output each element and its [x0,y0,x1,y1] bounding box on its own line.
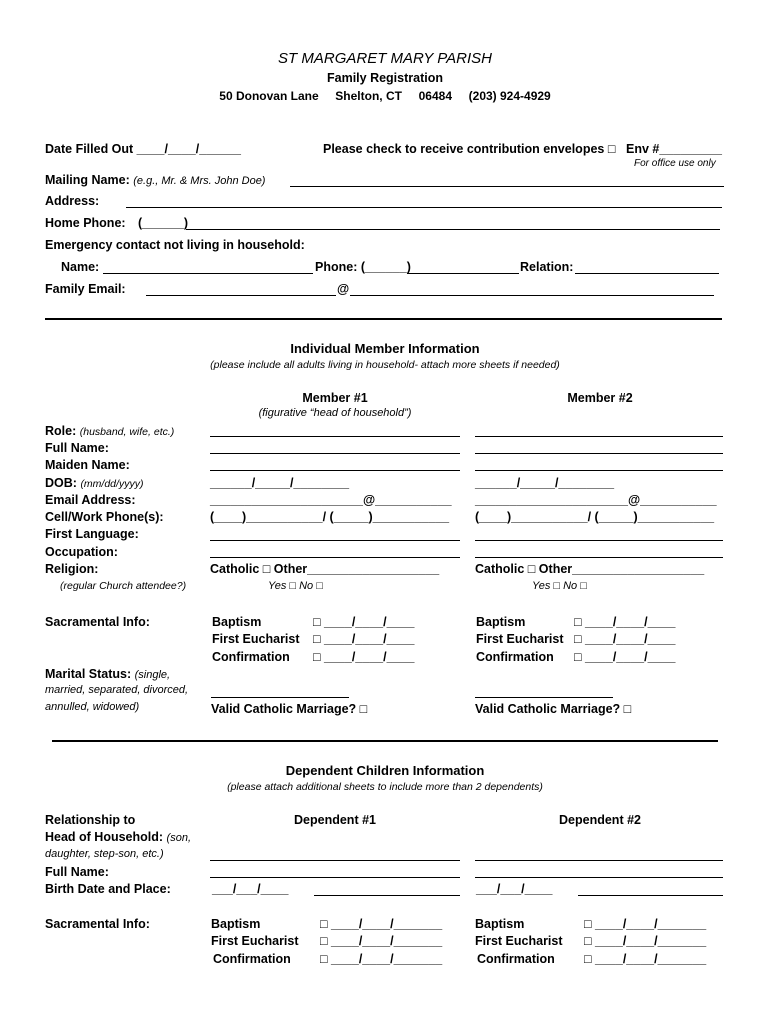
member1-baptism-label: Baptism [212,615,262,629]
member2-confirmation-label: Confirmation [476,650,554,664]
marital-hint-3: annulled, widowed) [45,701,140,713]
home-phone-field[interactable] [186,229,720,230]
marital-status-label: Marital Status: (single, [45,667,171,681]
member2-maiden-name-field[interactable] [475,470,723,471]
dependent2-full-name-field[interactable] [475,877,723,878]
member2-dob-field[interactable]: ______/_____/________ [475,476,615,490]
dependent2-eucharist-date[interactable]: □ ____/____/_______ [584,934,707,948]
emergency-label: Emergency contact not living in household: [45,238,305,252]
emergency-relation-label: Relation: [520,260,574,274]
address-field[interactable] [126,207,722,208]
member1-dob-field[interactable]: ______/_____/________ [210,476,350,490]
marital-hint-2: married, separated, divorced, [45,684,189,696]
member1-role-field[interactable] [210,436,460,437]
member2-language-field[interactable] [475,540,723,541]
member1-marital-field[interactable] [211,697,349,698]
parish-address: 50 Donovan Lane Shelton, CT 06484 (203) 924-4929 [219,89,551,103]
dob-hint: (mm/dd/yyyy) [80,478,144,490]
member2-role-field[interactable] [475,436,723,437]
cell-phone-label: Cell/Work Phone(s): [45,510,164,524]
emergency-relation-field[interactable] [575,273,719,274]
member1-phone-field[interactable]: (____)___________/ (_____)___________ [210,510,450,524]
member2-email-field[interactable]: ______________________@___________ [475,493,717,507]
member1-religion-field[interactable]: Catholic □ Other___________________ [210,562,440,576]
office-use-note: For office use only [634,158,716,169]
members-note: (please include all adults living in household- attach more sheets if needed) [210,359,560,371]
regular-attendee-label: (regular Church attendee?) [60,580,187,592]
member-sacramental-label: Sacramental Info: [45,615,150,629]
occupation-label: Occupation: [45,545,118,559]
member1-baptism-date[interactable]: □ ____/____/____ [313,615,415,629]
role-hint: (husband, wife, etc.) [79,426,175,438]
parish-title: ST MARGARET MARY PARISH [278,50,492,67]
dependent1-heading: Dependent #1 [294,813,376,827]
home-phone-area[interactable]: (______) [138,216,189,230]
member2-baptism-date[interactable]: □ ____/____/____ [574,615,676,629]
member2-baptism-label: Baptism [476,615,526,629]
dependent2-birth-place-field[interactable] [578,895,723,896]
dependent1-full-name-field[interactable] [210,877,460,878]
member1-confirmation-label: Confirmation [212,650,290,664]
head-hint-2: daughter, step-son, etc.) [45,848,164,860]
member2-religion-field[interactable]: Catholic □ Other___________________ [475,562,705,576]
member2-heading: Member #2 [567,391,633,405]
head-hint: (son, [166,832,192,844]
envelope-number-field[interactable]: Env #_________ [626,142,722,156]
emergency-phone-label[interactable]: Phone: (______) [315,260,411,274]
family-email-label: Family Email: [45,282,126,296]
member2-occupation-field[interactable] [475,557,723,558]
mailing-name-label: Mailing Name: (e.g., Mr. & Mrs. John Doe) [45,173,266,187]
envelopes-checkbox[interactable]: Please check to receive contribution envelopes □ [323,142,616,156]
dependent1-baptism-date[interactable]: □ ____/____/_______ [320,917,443,931]
family-email-domain-field[interactable] [350,295,714,296]
section-divider-2 [52,740,718,742]
emergency-name-field[interactable] [103,273,313,274]
relationship-label: Relationship to [45,813,136,827]
mailing-name-hint: (e.g., Mr. & Mrs. John Doe) [133,175,266,187]
dependent2-birth-date-field[interactable]: ___/___/____ [476,882,553,896]
dependent1-eucharist-date[interactable]: □ ____/____/_______ [320,934,443,948]
dependent2-confirmation-label: Confirmation [477,952,555,966]
member1-eucharist-date[interactable]: □ ____/____/____ [313,632,415,646]
dependent1-eucharist-label: First Eucharist [211,934,299,948]
home-phone-label: Home Phone: [45,216,126,230]
members-heading: Individual Member Information [290,341,480,356]
member2-eucharist-date[interactable]: □ ____/____/____ [574,632,676,646]
dependent1-birth-date-field[interactable]: ___/___/____ [212,882,289,896]
dependent2-baptism-date[interactable]: □ ____/____/_______ [584,917,707,931]
dependent2-relationship-field[interactable] [475,860,723,861]
section-divider [45,318,722,320]
first-language-label: First Language: [45,527,139,541]
child-full-name-label: Full Name: [45,865,109,879]
email-label: Email Address: [45,493,136,507]
dob-label: DOB: (mm/dd/yyyy) [45,476,144,490]
role-label: Role: (husband, wife, etc.) [45,424,175,438]
member1-attendee-yes-no[interactable]: Yes □ No □ [268,580,323,592]
date-filled-field[interactable]: Date Filled Out ____/____/______ [45,142,241,156]
member2-marital-field[interactable] [475,697,613,698]
head-of-household-label: Head of Household: (son, [45,830,192,844]
marital-hint: (single, [134,669,171,681]
dependent1-baptism-label: Baptism [211,917,261,931]
dependent1-birth-place-field[interactable] [314,895,460,896]
member1-email-field[interactable]: ______________________@___________ [210,493,452,507]
dependent2-confirmation-date[interactable]: □ ____/____/_______ [584,952,707,966]
member2-phone-field[interactable]: (____)___________/ (_____)___________ [475,510,715,524]
member2-eucharist-label: First Eucharist [476,632,564,646]
member1-heading: Member #1 [302,391,368,405]
dependent1-relationship-field[interactable] [210,860,460,861]
member2-valid-marriage-checkbox[interactable]: Valid Catholic Marriage? □ [475,702,632,716]
member2-confirmation-date[interactable]: □ ____/____/____ [574,650,676,664]
form-subtitle: Family Registration [327,71,443,85]
at-sign: @ [337,282,350,296]
full-name-label: Full Name: [45,441,109,455]
children-note: (please attach additional sheets to include more than 2 dependents) [227,781,543,793]
dependent1-confirmation-label: Confirmation [213,952,291,966]
maiden-name-label: Maiden Name: [45,458,130,472]
dependent2-heading: Dependent #2 [559,813,641,827]
dependent1-confirmation-date[interactable]: □ ____/____/_______ [320,952,443,966]
family-email-user-field[interactable] [146,295,336,296]
member2-attendee-yes-no[interactable]: Yes □ No □ [532,580,587,592]
emergency-phone-field[interactable] [407,273,519,274]
figurative-note: (figurative “head of household”) [258,407,412,419]
member1-full-name-field[interactable] [210,453,460,454]
religion-label: Religion: [45,562,99,576]
dependent2-eucharist-label: First Eucharist [475,934,563,948]
member1-eucharist-label: First Eucharist [212,632,300,646]
children-heading: Dependent Children Information [285,763,485,778]
child-sacramental-label: Sacramental Info: [45,917,150,931]
member1-valid-marriage-checkbox[interactable]: Valid Catholic Marriage? □ [211,702,368,716]
member1-maiden-name-field[interactable] [210,470,460,471]
birth-date-place-label: Birth Date and Place: [45,882,171,896]
address-label: Address: [45,194,100,208]
member2-full-name-field[interactable] [475,453,723,454]
dependent2-baptism-label: Baptism [475,917,525,931]
emergency-name-label: Name: [61,260,100,274]
member1-confirmation-date[interactable]: □ ____/____/____ [313,650,415,664]
member1-language-field[interactable] [210,540,460,541]
mailing-name-field[interactable] [290,186,724,187]
member1-occupation-field[interactable] [210,557,460,558]
